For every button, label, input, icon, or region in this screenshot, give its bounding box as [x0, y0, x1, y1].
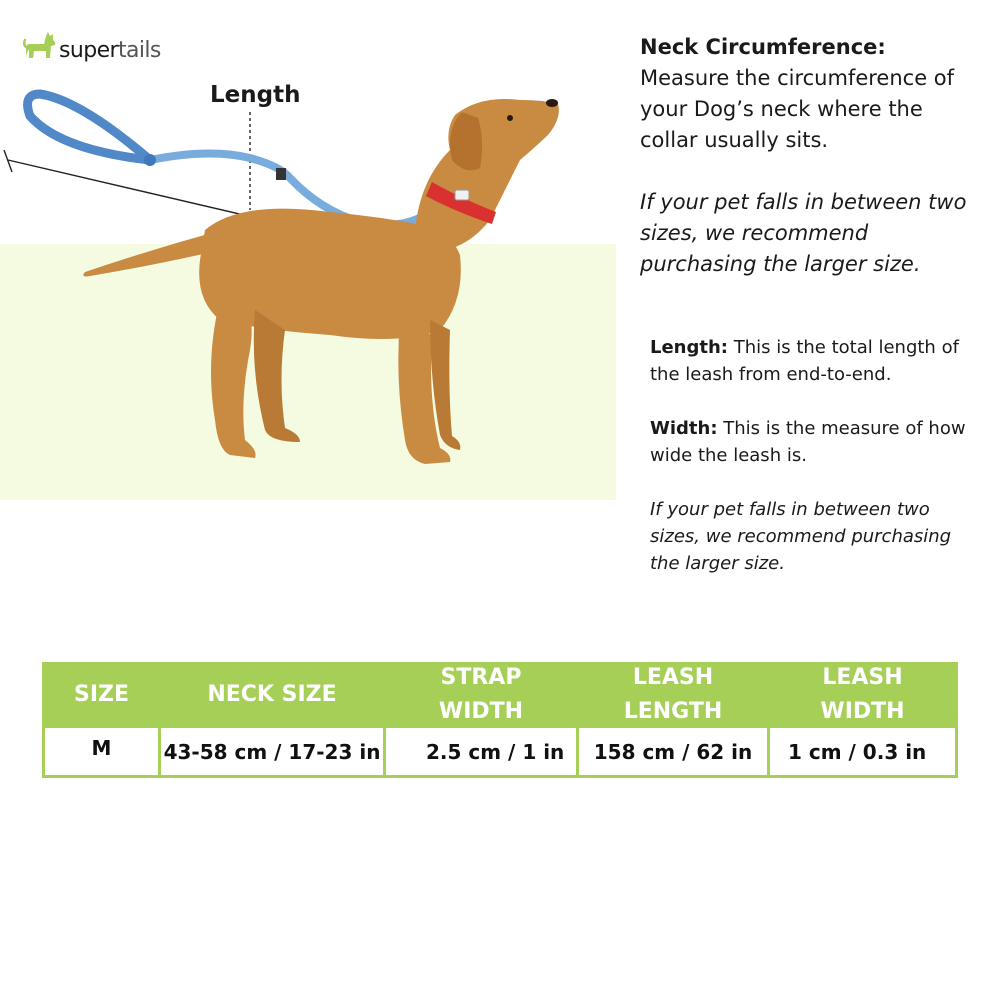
table-cell-size: M: [45, 728, 158, 775]
header-size: SIZE: [45, 665, 158, 725]
width-term: Width:: [650, 418, 718, 439]
table-cell-strap-width: 2.5 cm / 1 in: [386, 728, 576, 775]
dog-with-leash-illustration: [0, 80, 620, 510]
neck-section-body: Measure the circumference of your Dog’s neck where the collar usually sits.: [640, 66, 955, 152]
table-cell-leash-length: 158 cm / 62 in: [579, 728, 767, 775]
header-strap-width: STRAP WIDTH: [386, 662, 576, 728]
leash-icon: [28, 94, 443, 226]
table-cell-leash-width: 1 cm / 0.3 in: [770, 728, 955, 775]
dog-logo-icon: [22, 28, 58, 64]
size-table: [42, 662, 958, 778]
neck-section-title: Neck Circumference:: [640, 35, 886, 59]
length-label: Length: [210, 82, 301, 108]
header-leash-width: LEASH WIDTH: [770, 662, 955, 728]
logo-text-super: super: [59, 38, 118, 63]
header-leash-length: LEASH LENGTH: [579, 662, 767, 728]
length-description: This is the total length of the leash from end-to-end.: [650, 337, 959, 385]
logo-text-tails: tails: [117, 38, 161, 63]
neck-section-note: If your pet falls in between two sizes, we recommend purchasing the larger size.: [640, 190, 967, 276]
supertails-logo: [22, 24, 161, 64]
length-term: Length:: [650, 337, 728, 358]
length-definition: [650, 334, 970, 388]
dog-figure: [83, 99, 559, 464]
table-cell-neck-size: 43-58 cm / 17-23 in: [161, 728, 383, 775]
dog-eye-icon: [507, 115, 513, 121]
width-description: This is the measure of how wide the leash is.: [650, 418, 966, 466]
neck-circumference-section: [640, 32, 985, 280]
header-neck-size: NECK SIZE: [161, 665, 383, 725]
width-definition: [650, 415, 970, 469]
leash-section-note: If your pet falls in between two sizes, we recommend purchasing the larger size.: [650, 499, 952, 574]
leash-measure-section: [650, 334, 970, 604]
dog-nose-icon: [546, 99, 558, 107]
